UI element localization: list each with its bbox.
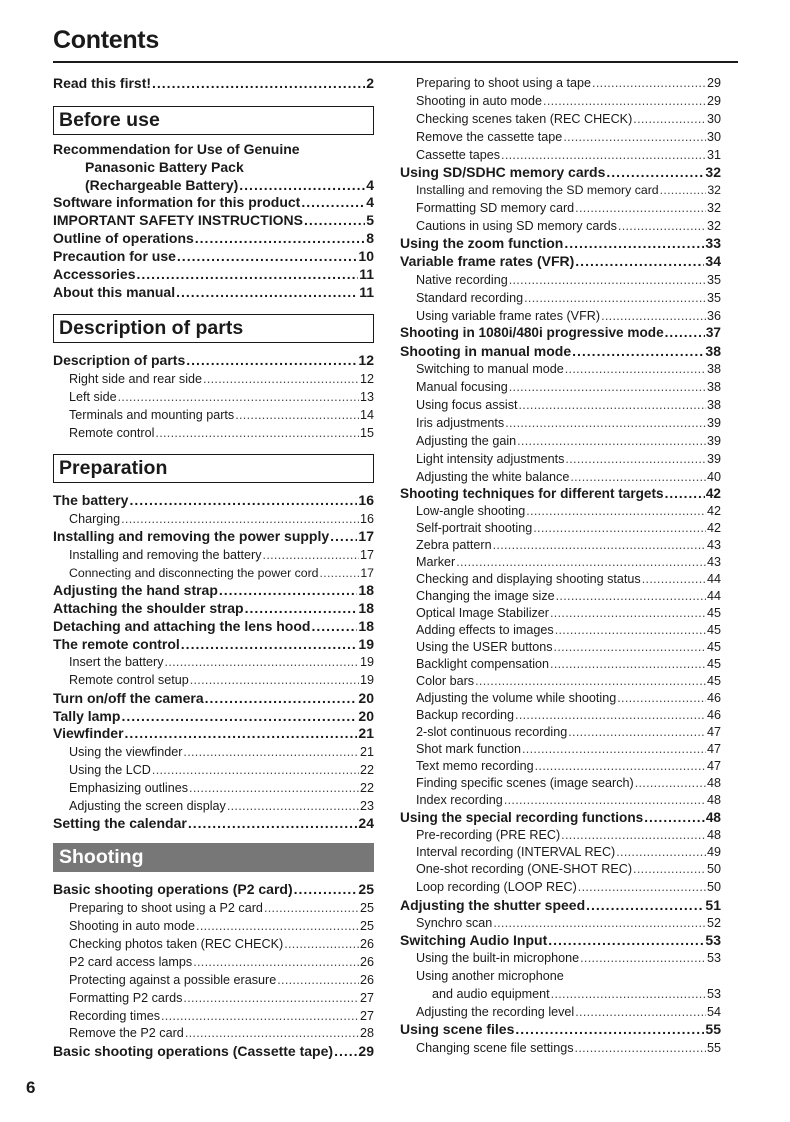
toc-entry[interactable]: Using SD/SDHC memory cards ..... 32 bbox=[400, 163, 721, 181]
toc-entry[interactable]: Connecting and disconnecting the power cord ..... 17 bbox=[53, 564, 374, 582]
toc-entry[interactable]: Cassette tapes ..... 31 bbox=[400, 146, 721, 164]
toc-entry[interactable]: Remote control ..... 15 bbox=[53, 424, 374, 442]
toc-entry[interactable]: Switching Audio Input ..... 53 bbox=[400, 931, 721, 949]
toc-entry[interactable]: Basic shooting operations (Cassette tape) ..... 29 bbox=[53, 1042, 374, 1060]
toc-entry[interactable]: Cautions in using SD memory cards ..... 32 bbox=[400, 217, 721, 235]
toc-entry[interactable]: Zebra pattern ..... 43 bbox=[400, 536, 721, 554]
toc-entry[interactable]: Using the special recording functions ..... 48 bbox=[400, 809, 721, 827]
title-rule bbox=[53, 61, 738, 63]
toc-entry[interactable]: Adding effects to images ..... 45 bbox=[400, 621, 721, 639]
toc-entry[interactable]: (Rechargeable Battery) ..... 4 bbox=[53, 176, 374, 194]
toc-entry[interactable]: Charging ..... 16 bbox=[53, 510, 374, 528]
toc-entry[interactable]: Software information for this product ..... 4 bbox=[53, 193, 374, 211]
toc-entry[interactable]: IMPORTANT SAFETY INSTRUCTIONS ..... 5 bbox=[53, 211, 374, 229]
toc-entry[interactable]: Remote control setup ..... 19 bbox=[53, 671, 374, 689]
toc-entry[interactable]: Interval recording (INTERVAL REC) ..... 49 bbox=[400, 843, 721, 861]
toc-entry[interactable]: Changing the image size ..... 44 bbox=[400, 587, 721, 605]
toc-entry[interactable]: Installing and removing the SD memory card ..... 32 bbox=[400, 181, 721, 199]
toc-entry[interactable]: Tally lamp ..... 20 bbox=[53, 707, 374, 725]
toc-entry[interactable]: Light intensity adjustments ..... 39 bbox=[400, 450, 721, 468]
toc-entry[interactable]: Checking photos taken (REC CHECK) ..... 26 bbox=[53, 935, 374, 953]
toc-entry[interactable]: Viewfinder ..... 21 bbox=[53, 724, 374, 742]
toc-entry[interactable]: Checking and displaying shooting status ..... 44 bbox=[400, 570, 721, 588]
toc-entry-line[interactable]: Recommendation for Use of Genuine bbox=[53, 141, 300, 157]
toc-entry[interactable]: Adjusting the shutter speed ..... 51 bbox=[400, 896, 721, 914]
toc-entry[interactable]: Shooting in auto mode ..... 25 bbox=[53, 917, 374, 935]
toc-entry[interactable]: Shooting in 1080i/480i progressive mode ..... 37 bbox=[400, 324, 721, 342]
toc-entry[interactable]: Read this first! ..... 2 bbox=[53, 74, 374, 92]
toc-entry[interactable]: Adjusting the volume while shooting ..... 46 bbox=[400, 689, 721, 707]
toc-entry-line[interactable]: Using another microphone bbox=[416, 969, 564, 983]
toc-entry[interactable]: Low-angle shooting ..... 42 bbox=[400, 502, 721, 520]
toc-entry[interactable]: Using focus assist ..... 38 bbox=[400, 396, 721, 414]
toc-entry[interactable]: Backup recording ..... 46 bbox=[400, 706, 721, 724]
toc-entry[interactable]: Using the USER buttons ..... 45 bbox=[400, 638, 721, 656]
toc-entry[interactable]: Optical Image Stabilizer ..... 45 bbox=[400, 604, 721, 622]
toc-entry[interactable]: Terminals and mounting parts ..... 14 bbox=[53, 406, 374, 424]
toc-entry[interactable]: Using variable frame rates (VFR) ..... 36 bbox=[400, 307, 721, 325]
toc-entry[interactable]: Using scene files ..... 55 bbox=[400, 1020, 721, 1038]
toc-entry[interactable]: Turn on/off the camera ..... 20 bbox=[53, 689, 374, 707]
toc-entry[interactable]: Adjusting the hand strap ..... 18 bbox=[53, 581, 374, 599]
toc-entry[interactable]: Adjusting the screen display ..... 23 bbox=[53, 797, 374, 815]
toc-entry[interactable]: Using the zoom function ..... 33 bbox=[400, 234, 721, 252]
toc-entry[interactable]: Manual focusing ..... 38 bbox=[400, 378, 721, 396]
toc-entry[interactable]: Backlight compensation ..... 45 bbox=[400, 655, 721, 673]
toc-entry[interactable]: The remote control ..... 19 bbox=[53, 635, 374, 653]
toc-entry[interactable]: Setting the calendar ..... 24 bbox=[53, 814, 374, 832]
toc-entry[interactable]: Preparing to shoot using a P2 card ..... 25 bbox=[53, 899, 374, 917]
toc-entry[interactable]: Emphasizing outlines ..... 22 bbox=[53, 779, 374, 797]
toc-entry[interactable]: Adjusting the recording level ..... 54 bbox=[400, 1003, 721, 1021]
toc-entry[interactable]: Remove the P2 card ..... 28 bbox=[53, 1024, 374, 1042]
toc-entry[interactable]: The battery ..... 16 bbox=[53, 491, 374, 509]
toc-entry[interactable]: Synchro scan ..... 52 bbox=[400, 914, 721, 932]
toc-entry[interactable]: Finding specific scenes (image search) ..... 48 bbox=[400, 774, 721, 792]
toc-entry[interactable]: Attaching the shoulder strap ..... 18 bbox=[53, 599, 374, 617]
toc-entry[interactable]: Shooting in auto mode ..... 29 bbox=[400, 92, 721, 110]
toc-entry[interactable]: Protecting against a possible erasure ..... 26 bbox=[53, 971, 374, 989]
toc-entry[interactable]: Accessories ..... 11 bbox=[53, 265, 374, 283]
toc-entry[interactable]: One-shot recording (ONE-SHOT REC) ..... 50 bbox=[400, 860, 721, 878]
section-heading-before-use: Before use bbox=[53, 106, 374, 135]
page-number: 6 bbox=[26, 1078, 36, 1097]
toc-entry[interactable]: Using the LCD ..... 22 bbox=[53, 761, 374, 779]
toc-entry[interactable]: Native recording ..... 35 bbox=[400, 271, 721, 289]
toc-entry[interactable]: 2-slot continuous recording ..... 47 bbox=[400, 723, 721, 741]
toc-entry[interactable]: Checking scenes taken (REC CHECK) ..... 30 bbox=[400, 110, 721, 128]
toc-entry[interactable]: Detaching and attaching the lens hood ..... 18 bbox=[53, 617, 374, 635]
toc-entry[interactable]: Right side and rear side ..... 12 bbox=[53, 370, 374, 388]
toc-entry[interactable]: Text memo recording ..... 47 bbox=[400, 757, 721, 775]
section-heading-shooting: Shooting bbox=[53, 843, 374, 872]
toc-entry[interactable]: Adjusting the gain ..... 39 bbox=[400, 432, 721, 450]
toc-entry[interactable]: Using the viewfinder ..... 21 bbox=[53, 743, 374, 761]
toc-entry[interactable]: Adjusting the white balance ..... 40 bbox=[400, 468, 721, 486]
toc-entry[interactable]: Color bars ..... 45 bbox=[400, 672, 721, 690]
toc-entry[interactable]: Pre-recording (PRE REC) ..... 48 bbox=[400, 826, 721, 844]
toc-entry[interactable]: About this manual ..... 11 bbox=[53, 283, 374, 301]
toc-entry[interactable]: Insert the battery ..... 19 bbox=[53, 653, 374, 671]
toc-entry[interactable]: P2 card access lamps ..... 26 bbox=[53, 953, 374, 971]
toc-entry-line[interactable]: Panasonic Battery Pack bbox=[85, 159, 244, 175]
toc-entry[interactable]: Iris adjustments ..... 39 bbox=[400, 414, 721, 432]
toc-entry[interactable]: and audio equipment ..... 53 bbox=[400, 985, 721, 1003]
toc-entry[interactable]: Installing and removing the battery ..... 17 bbox=[53, 546, 374, 564]
toc-entry[interactable]: Formatting P2 cards ..... 27 bbox=[53, 989, 374, 1007]
toc-entry[interactable]: Formatting SD memory card ..... 32 bbox=[400, 199, 721, 217]
toc-entry[interactable]: Using the built-in microphone ..... 53 bbox=[400, 949, 721, 967]
toc-entry[interactable]: Installing and removing the power supply ..... 17 bbox=[53, 527, 374, 545]
toc-entry[interactable]: Loop recording (LOOP REC) ..... 50 bbox=[400, 878, 721, 896]
toc-entry[interactable]: Self-portrait shooting ..... 42 bbox=[400, 519, 721, 537]
toc-entry[interactable]: Marker ..... 43 bbox=[400, 553, 721, 571]
toc-entry[interactable]: Shooting techniques for different targets ..... 42 bbox=[400, 485, 721, 503]
toc-entry[interactable]: Shooting in manual mode ..... 38 bbox=[400, 342, 721, 360]
toc-entry[interactable]: Recording times ..... 27 bbox=[53, 1007, 374, 1025]
toc-entry[interactable]: Remove the cassette tape ..... 30 bbox=[400, 128, 721, 146]
toc-entry[interactable]: Left side ..... 13 bbox=[53, 388, 374, 406]
section-heading-preparation: Preparation bbox=[53, 454, 374, 483]
page-title: Contents bbox=[53, 26, 159, 54]
toc-entry[interactable]: Preparing to shoot using a tape ..... 29 bbox=[400, 74, 721, 92]
toc-entry[interactable]: Standard recording ..... 35 bbox=[400, 289, 721, 307]
toc-entry[interactable]: Description of parts ..... 12 bbox=[53, 351, 374, 369]
toc-entry[interactable]: Index recording ..... 48 bbox=[400, 791, 721, 809]
toc-entry[interactable]: Outline of operations ..... 8 bbox=[53, 229, 374, 247]
section-heading-description: Description of parts bbox=[53, 314, 374, 343]
toc-entry[interactable]: Variable frame rates (VFR) ..... 34 bbox=[400, 252, 721, 270]
toc-entry[interactable]: Changing scene file settings ..... 55 bbox=[400, 1039, 721, 1057]
toc-entry[interactable]: Precaution for use ..... 10 bbox=[53, 247, 374, 265]
toc-entry[interactable]: Basic shooting operations (P2 card) ..... 25 bbox=[53, 880, 374, 898]
toc-entry[interactable]: Shot mark function ..... 47 bbox=[400, 740, 721, 758]
toc-entry[interactable]: Switching to manual mode ..... 38 bbox=[400, 360, 721, 378]
